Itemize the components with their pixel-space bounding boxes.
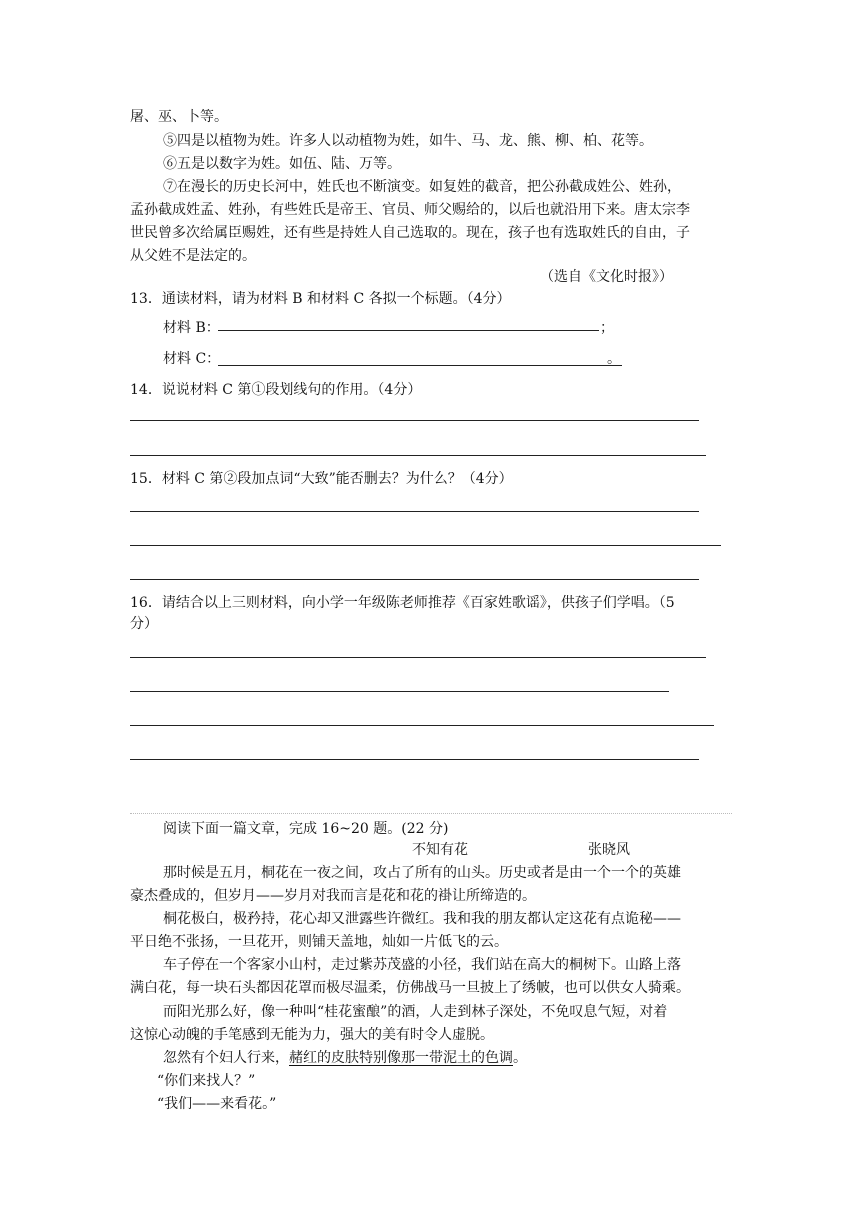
text-line: 车子停在一个客家小山村，走过紫苏茂盛的小径，我们站在高大的桐树下。山路上落 [163,957,681,973]
answer-line[interactable] [130,511,699,512]
question-16-cont: 分） [130,616,158,632]
text-line: 满白花，每一块石头都因花罩而极尽温柔，仿佛战马一旦披上了绣帔，也可以供女人骑乘。 [130,980,690,996]
answer-line[interactable] [130,545,721,546]
reading-intro: 阅读下面一篇文章，完成 16~20 题。(22 分) [163,821,449,837]
dialogue-line: “你们来找人？” [157,1073,256,1089]
text-line: 豪杰叠成的，但岁月——岁月对我而言是花和花的褂让所缔造的。 [130,888,536,904]
answer-line[interactable] [130,759,699,760]
answer-line-b[interactable] [218,330,599,331]
answer-end-b: ； [600,320,614,336]
article-title: 不知有花 [412,842,468,858]
text-line: 桐花极白，极矜持，花心却又泄露些许微红。我和我的朋友都认定这花有点诡秘—— [163,911,681,927]
answer-label-b: 材料 B： [163,320,220,336]
text-line: 屠、巫、卜等。 [130,109,228,125]
text-span: 。 [513,1050,527,1066]
text-line: 世民曾多次给属臣赐姓，还有些是持姓人自己选取的。现在，孩子也有选取姓氏的自由，子 [130,225,690,241]
text-line: 这惊心动魄的手笔感到无能为力，强大的美有时令人虚脱。 [130,1027,494,1043]
answer-line[interactable] [130,420,699,421]
text-line: 而阳光那么好，像一种叫“桂花蜜酿”的酒，人走到林子深处，不免叹息气短，对着 [163,1004,668,1020]
answer-line[interactable] [130,691,669,692]
article-author: 张晓风 [588,842,630,858]
question-15: 15．材料 C 第②段加点词“大致”能否删去？为什么？（4分） [130,471,513,487]
text-line: 平日绝不张扬，一旦花开，则铺天盖地，灿如一片低飞的云。 [130,934,508,950]
section-divider [130,813,732,814]
answer-label-c: 材料 C： [163,351,221,367]
answer-line[interactable] [130,579,699,580]
answer-line[interactable] [130,657,706,658]
text-line: 从父姓不是法定的。 [130,248,256,264]
text-line: ⑤四是以植物为姓。许多人以动植物为姓，如牛、马、龙、熊、柳、柏、花等。 [163,133,653,149]
answer-line-c[interactable] [218,365,622,366]
answer-line[interactable] [130,725,714,726]
text-span: 忽然有个妇人行来， [163,1050,289,1066]
dialogue-line: “我们——来看花。” [157,1096,277,1112]
text-line: ⑥五是以数字为姓。如伍、陆、万等。 [163,156,401,172]
text-line [163,1048,527,1068]
question-16: 16．请结合以上三则材料，向小学一年级陈老师推荐《百家姓歌谣》，供孩子们学唱。（5 [130,595,675,611]
question-14: 14．说说材料 C 第①段划线句的作用。（4分） [130,382,422,398]
answer-end-c: 。 [607,351,621,367]
text-line: ⑦在漫长的历史长河中，姓氏也不断演变。如复姓的截音，把公孙截成姓公、姓孙， [163,179,681,195]
text-line: 那时候是五月，桐花在一夜之间，攻占了所有的山头。历史或者是由一个一个的英雄 [163,865,681,881]
underlined-sentence: 赭红的皮肤特别像那一带泥土的色调 [289,1050,513,1066]
question-13: 13．通读材料，请为材料 B 和材料 C 各拟一个标题。（4分） [130,291,511,307]
answer-line[interactable] [130,455,706,456]
source-citation: （选自《文化时报》） [540,269,673,285]
text-line: 孟孙截成姓孟、姓孙，有些姓氏是帝王、官员、师父赐给的，以后也就沿用下来。唐太宗李 [130,202,690,218]
